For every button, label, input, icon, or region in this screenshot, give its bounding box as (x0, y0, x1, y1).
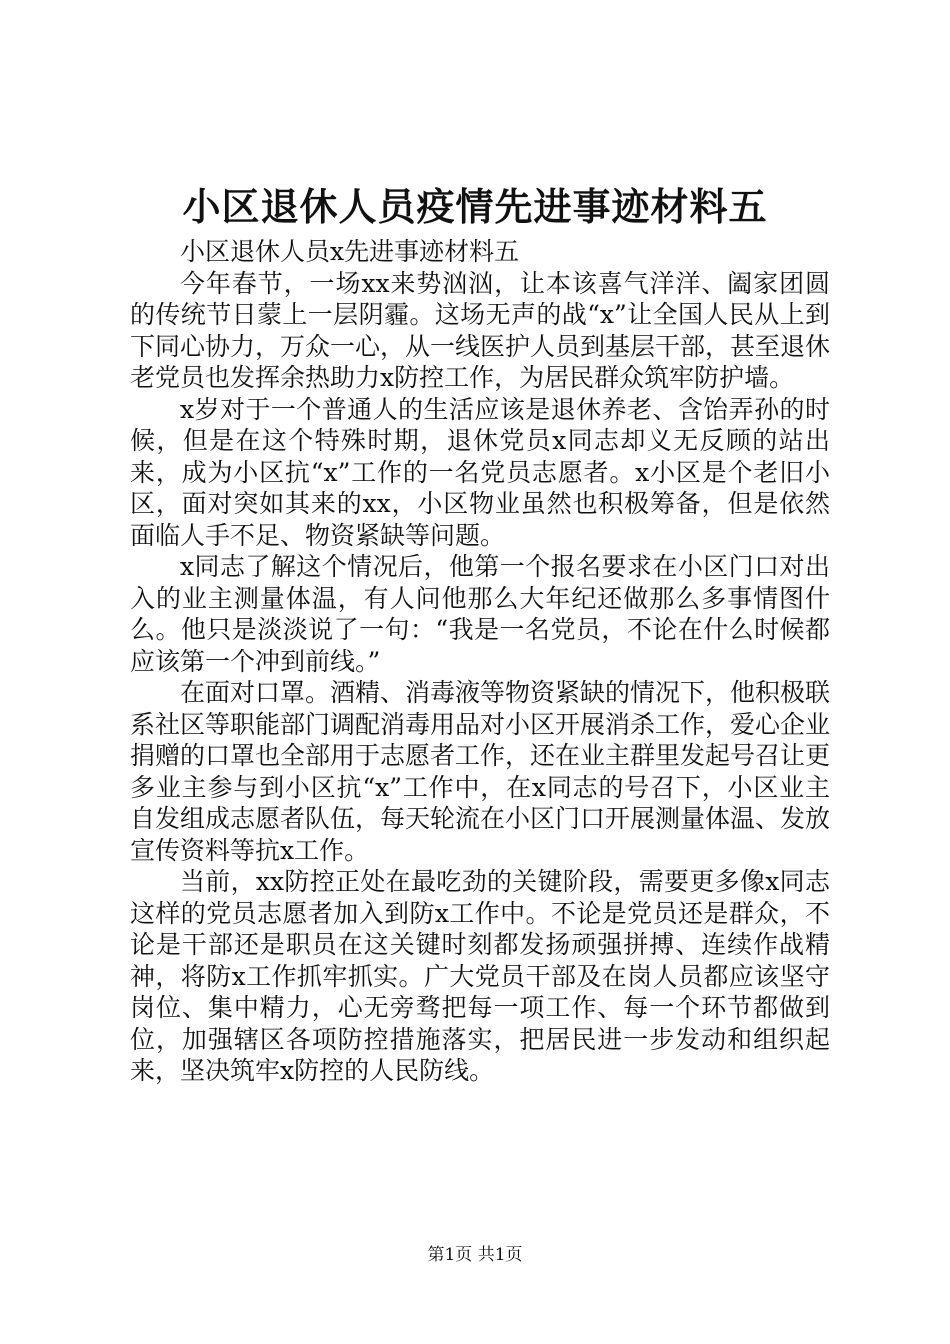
paragraph: x岁对于一个普通人的生活应该是退休养老、含饴弄孙的时候，但是在这个特殊时期，退休党员x同志却义无反顾的站出来，成为小区抗“x”工作的一名党员志愿者。x小区是个老旧小区，面对突如其来的xx，小区物业虽然也积极筹备，但是依然面临人手不足、物资紧缺等问题。 (130, 394, 830, 550)
paragraph-subtitle: 小区退休人员x先进事迹材料五 (180, 237, 520, 266)
document-title: 小区退休人员疫情先进事迹材料五 (182, 185, 768, 229)
paragraph: 当前，xx防控正处在最吃劲的关键阶段，需要更多像x同志这样的党员志愿者加入到防x工作中。不论是党员还是群众，不论是干部还是职员在这关键时刻都发扬顽强拼搏、连续作战精神，将防x工作抓牢抓实。广大党员干部及在岗人员都应该坚守岗位、集中精力，心无旁骛把每一项工作、每一个环节都做到位，加强辖区各项防控措施落实，把居民进一步发动和组织起来，坚决筑牢x防控的人民防线。 (130, 867, 830, 1085)
paragraph: x同志了解这个情况后，他第一个报名要求在小区门口对出入的业主测量体温，有人问他那么大年纪还做那么多事情图什么。他只是淡淡说了一句：“我是一名党员，不论在什么时候都应该第一个冲到前线。” (130, 552, 830, 676)
paragraph: 在面对口罩。酒精、消毒液等物资紧缺的情况下，他积极联系社区等职能部门调配消毒用品对小区开展消杀工作，爱心企业捐赠的口罩也全部用于志愿者工作，还在业主群里发起号召让更多业主参与到小区抗“x”工作中，在x同志的号召下，小区业主自发组成志愿者队伍，每天轮流在小区门口开展测量体温、发放宣传资料等抗x工作。 (130, 678, 831, 865)
paragraph: 今年春节，一场xx来势汹汹，让本该喜气洋洋、阖家团圆的传统节日蒙上一层阴霾。这场无声的战“x”让全国人民从上到下同心协力，万众一心，从一线医护人员到基层干部，甚至退休老党员也发挥余热助力x防控工作，为居民群众筑牢防护墙。 (130, 268, 831, 392)
document-body (130, 236, 830, 1087)
page-number-footer: 第1页 共1页 (427, 1245, 523, 1265)
